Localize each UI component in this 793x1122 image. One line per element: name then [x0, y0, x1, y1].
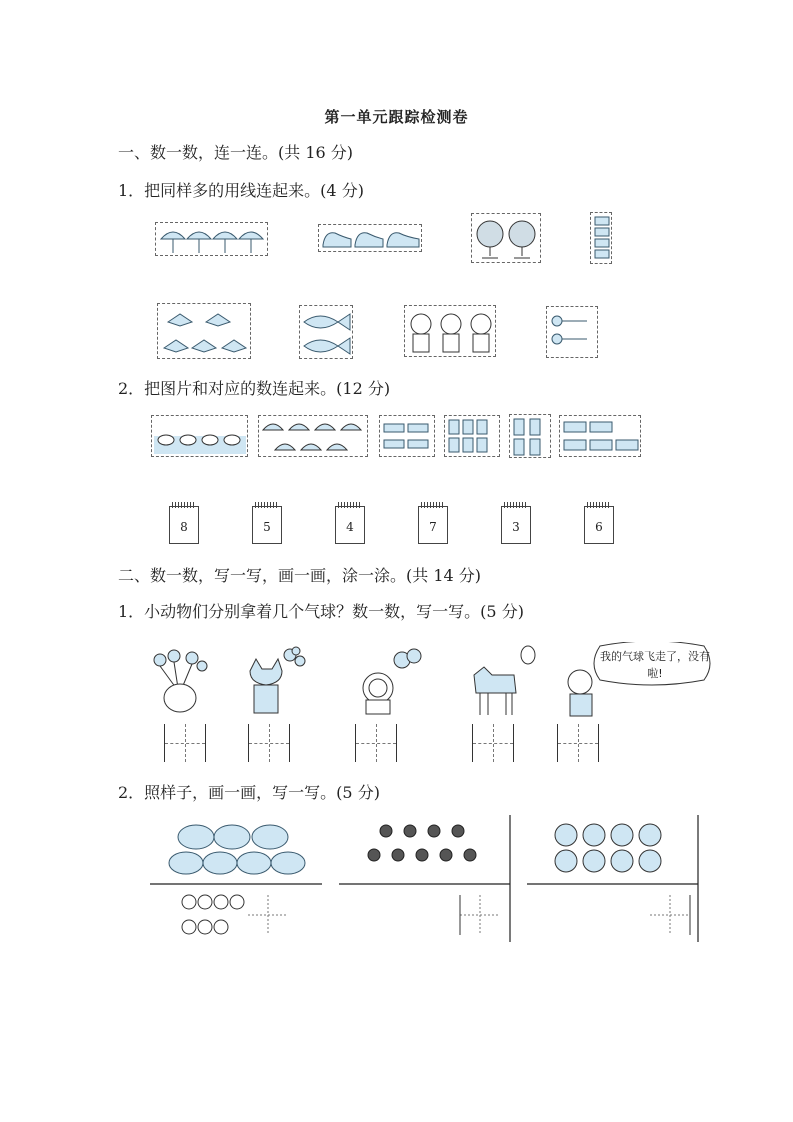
- erasers-box[interactable]: [379, 415, 435, 457]
- chair-icons: [445, 416, 501, 458]
- number-card[interactable]: 6: [584, 506, 614, 544]
- ducks-box[interactable]: [151, 415, 248, 457]
- key-icons: [547, 307, 599, 359]
- answer-grid[interactable]: [355, 724, 397, 762]
- number-card[interactable]: 8: [169, 506, 199, 544]
- clip-icons: [591, 213, 613, 265]
- globes-box[interactable]: [471, 213, 541, 263]
- answer-grid[interactable]: [164, 724, 206, 762]
- section-2-heading: 二、数一数，写一写，画一画，涂一涂。(共 14 分): [118, 566, 482, 585]
- flower-icons: [368, 825, 476, 861]
- cats-box[interactable]: [404, 305, 496, 357]
- shoes-box[interactable]: [318, 224, 422, 252]
- umbrella-icons: [156, 223, 269, 257]
- clips-box[interactable]: [590, 212, 612, 264]
- lion-icon: [352, 646, 424, 718]
- number-card[interactable]: 7: [418, 506, 448, 544]
- keys-box[interactable]: [546, 306, 598, 358]
- hedgehog-icon: [150, 648, 210, 718]
- book-icons: [560, 416, 642, 458]
- shoe-icons: [319, 225, 423, 253]
- question-2-2: 2．照样子，画一画，写一写。(5 分): [118, 783, 380, 802]
- fish-box[interactable]: [299, 305, 353, 359]
- mushroom-icons: [259, 416, 369, 458]
- chairs-box[interactable]: [444, 415, 500, 457]
- fox-icon: [238, 645, 308, 717]
- question-1-1: 1．把同样多的用线连起来。(4 分): [118, 181, 364, 200]
- box-icons: [510, 415, 552, 459]
- cat-icons: [405, 306, 497, 358]
- tomato-icons: [169, 825, 305, 874]
- number-card[interactable]: 5: [252, 506, 282, 544]
- bird-icons: [158, 304, 252, 360]
- section-1-heading: 一、数一数，连一连。(共 16 分): [118, 143, 354, 162]
- mushrooms-box[interactable]: [258, 415, 368, 457]
- speech-bubble-text: 我的气球飞走了，没有啦!: [600, 650, 710, 680]
- umbrellas-box[interactable]: [155, 222, 268, 256]
- fish-icons: [300, 306, 354, 360]
- ball-icons: [555, 824, 661, 872]
- number-card[interactable]: 3: [501, 506, 531, 544]
- boxes-box[interactable]: [509, 414, 551, 458]
- answer-grid[interactable]: [248, 724, 290, 762]
- eraser-icons: [380, 416, 436, 458]
- example-circles: [182, 895, 244, 934]
- duck-icons: [152, 416, 249, 458]
- books-box[interactable]: [559, 415, 641, 457]
- number-card[interactable]: 4: [335, 506, 365, 544]
- question-1-2: 2．把图片和对应的数连起来。(12 分): [118, 379, 391, 398]
- globe-icons: [472, 214, 542, 264]
- answer-grid[interactable]: [472, 724, 514, 762]
- page-title: 第一单元跟踪检测卷: [324, 108, 469, 126]
- question-2-1: 1．小动物们分别拿着几个气球？数一数，写一写。(5 分): [118, 602, 524, 621]
- example-panels: [150, 815, 702, 945]
- deer-icon: [462, 645, 538, 717]
- answer-grid[interactable]: [557, 724, 599, 762]
- birds-box[interactable]: [157, 303, 251, 359]
